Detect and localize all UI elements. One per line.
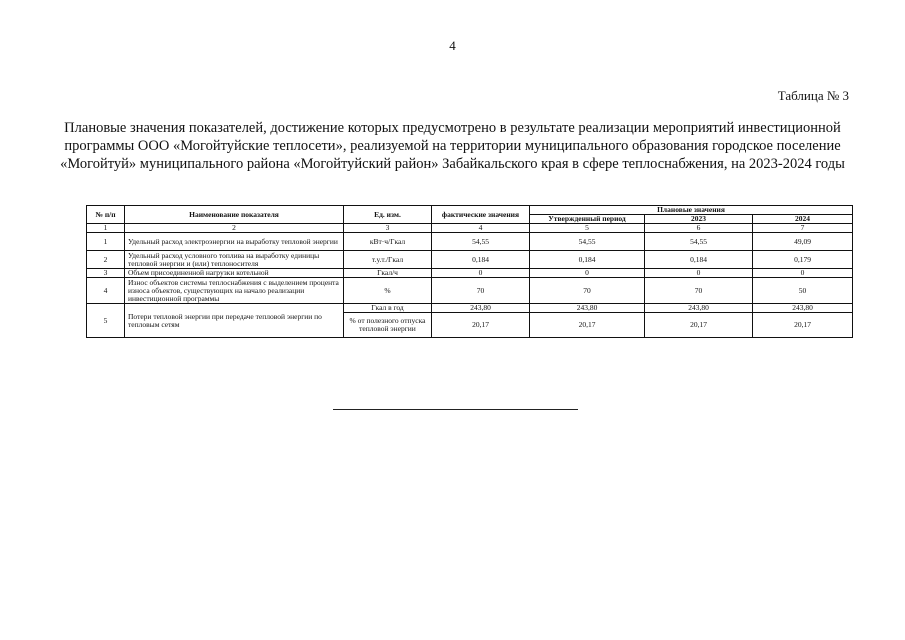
table-row (87, 233, 853, 251)
approved-value: 54,55 (530, 233, 645, 251)
actual-value: 0 (432, 269, 530, 278)
header-planned-values: Плановые значения (530, 206, 853, 215)
value-2024: 50 (753, 278, 853, 304)
approved-value: 0 (530, 269, 645, 278)
value-2023: 243,80 (645, 304, 753, 313)
table-row (87, 278, 853, 304)
column-numbers-row (87, 224, 853, 233)
column-number: 1 (87, 224, 125, 233)
value-2024: 0,179 (753, 251, 853, 269)
value-2024: 49,09 (753, 233, 853, 251)
value-2024: 0 (753, 269, 853, 278)
row-number: 3 (87, 269, 125, 278)
unit: % (344, 278, 432, 304)
value-2024: 20,17 (753, 313, 853, 338)
header-2024: 2024 (753, 215, 853, 224)
unit: % от полезного отпуска тепловой энергии (344, 313, 432, 338)
column-number: 3 (344, 224, 432, 233)
table-row (87, 269, 853, 278)
column-number: 4 (432, 224, 530, 233)
row-number: 2 (87, 251, 125, 269)
table-row (87, 251, 853, 269)
row-number: 4 (87, 278, 125, 304)
indicator-name: Удельный расход условного топлива на выработку единицы тепловой энергии и (или) теплоносителя (125, 251, 344, 269)
unit: т.у.т./Гкал (344, 251, 432, 269)
value-2023: 70 (645, 278, 753, 304)
approved-value: 20,17 (530, 313, 645, 338)
header-unit: Ед. изм. (344, 206, 432, 224)
unit: Гкал/ч (344, 269, 432, 278)
page-number: 4 (449, 38, 456, 53)
indicator-name: Удельный расход электроэнергии на выработку тепловой энергии (125, 233, 344, 251)
table-row (87, 304, 853, 313)
column-number: 7 (753, 224, 853, 233)
indicators-table (86, 205, 853, 338)
header-2023: 2023 (645, 215, 753, 224)
approved-value: 243,80 (530, 304, 645, 313)
column-number: 2 (125, 224, 344, 233)
indicator-name: Потери тепловой энергии при передаче тепловой энергии по тепловым сетям (125, 304, 344, 338)
table-label: Таблица № 3 (777, 88, 849, 103)
value-2023: 0 (645, 269, 753, 278)
actual-value: 20,17 (432, 313, 530, 338)
indicator-name: Износ объектов системы теплоснабжения с выделением процента износа объектов, существующих на начало реализации инвестиционной программы (125, 278, 344, 304)
header-actual-values: фактические значения (432, 206, 530, 224)
header-approved-period: Утвержденный период (530, 215, 645, 224)
signature-line (333, 409, 578, 410)
approved-value: 0,184 (530, 251, 645, 269)
value-2023: 20,17 (645, 313, 753, 338)
row-number: 5 (87, 304, 125, 338)
unit: кВт·ч/Гкал (344, 233, 432, 251)
row-number: 1 (87, 233, 125, 251)
header-number: № п/п (87, 206, 125, 224)
approved-value: 70 (530, 278, 645, 304)
actual-value: 243,80 (432, 304, 530, 313)
document-title: Плановые значения показателей, достижение которых предусмотрено в результате реализации мероприятий инвестиционной программы ООО «Могойтуйские теплосети», реализуемой на территории муниципального образования городское поселение «Могойтуй» муниципального района «Могойтуйский район» Забайкальского края в сфере теплоснабжения, на 2023-2024 годы (60, 120, 845, 172)
unit: Гкал в год (344, 304, 432, 313)
value-2023: 54,55 (645, 233, 753, 251)
column-number: 6 (645, 224, 753, 233)
indicator-name: Объем присоединенной нагрузки котельной (125, 269, 344, 278)
value-2023: 0,184 (645, 251, 753, 269)
header-indicator-name: Наименование показателя (125, 206, 344, 224)
value-2024: 243,80 (753, 304, 853, 313)
column-number: 5 (530, 224, 645, 233)
actual-value: 0,184 (432, 251, 530, 269)
actual-value: 54,55 (432, 233, 530, 251)
actual-value: 70 (432, 278, 530, 304)
